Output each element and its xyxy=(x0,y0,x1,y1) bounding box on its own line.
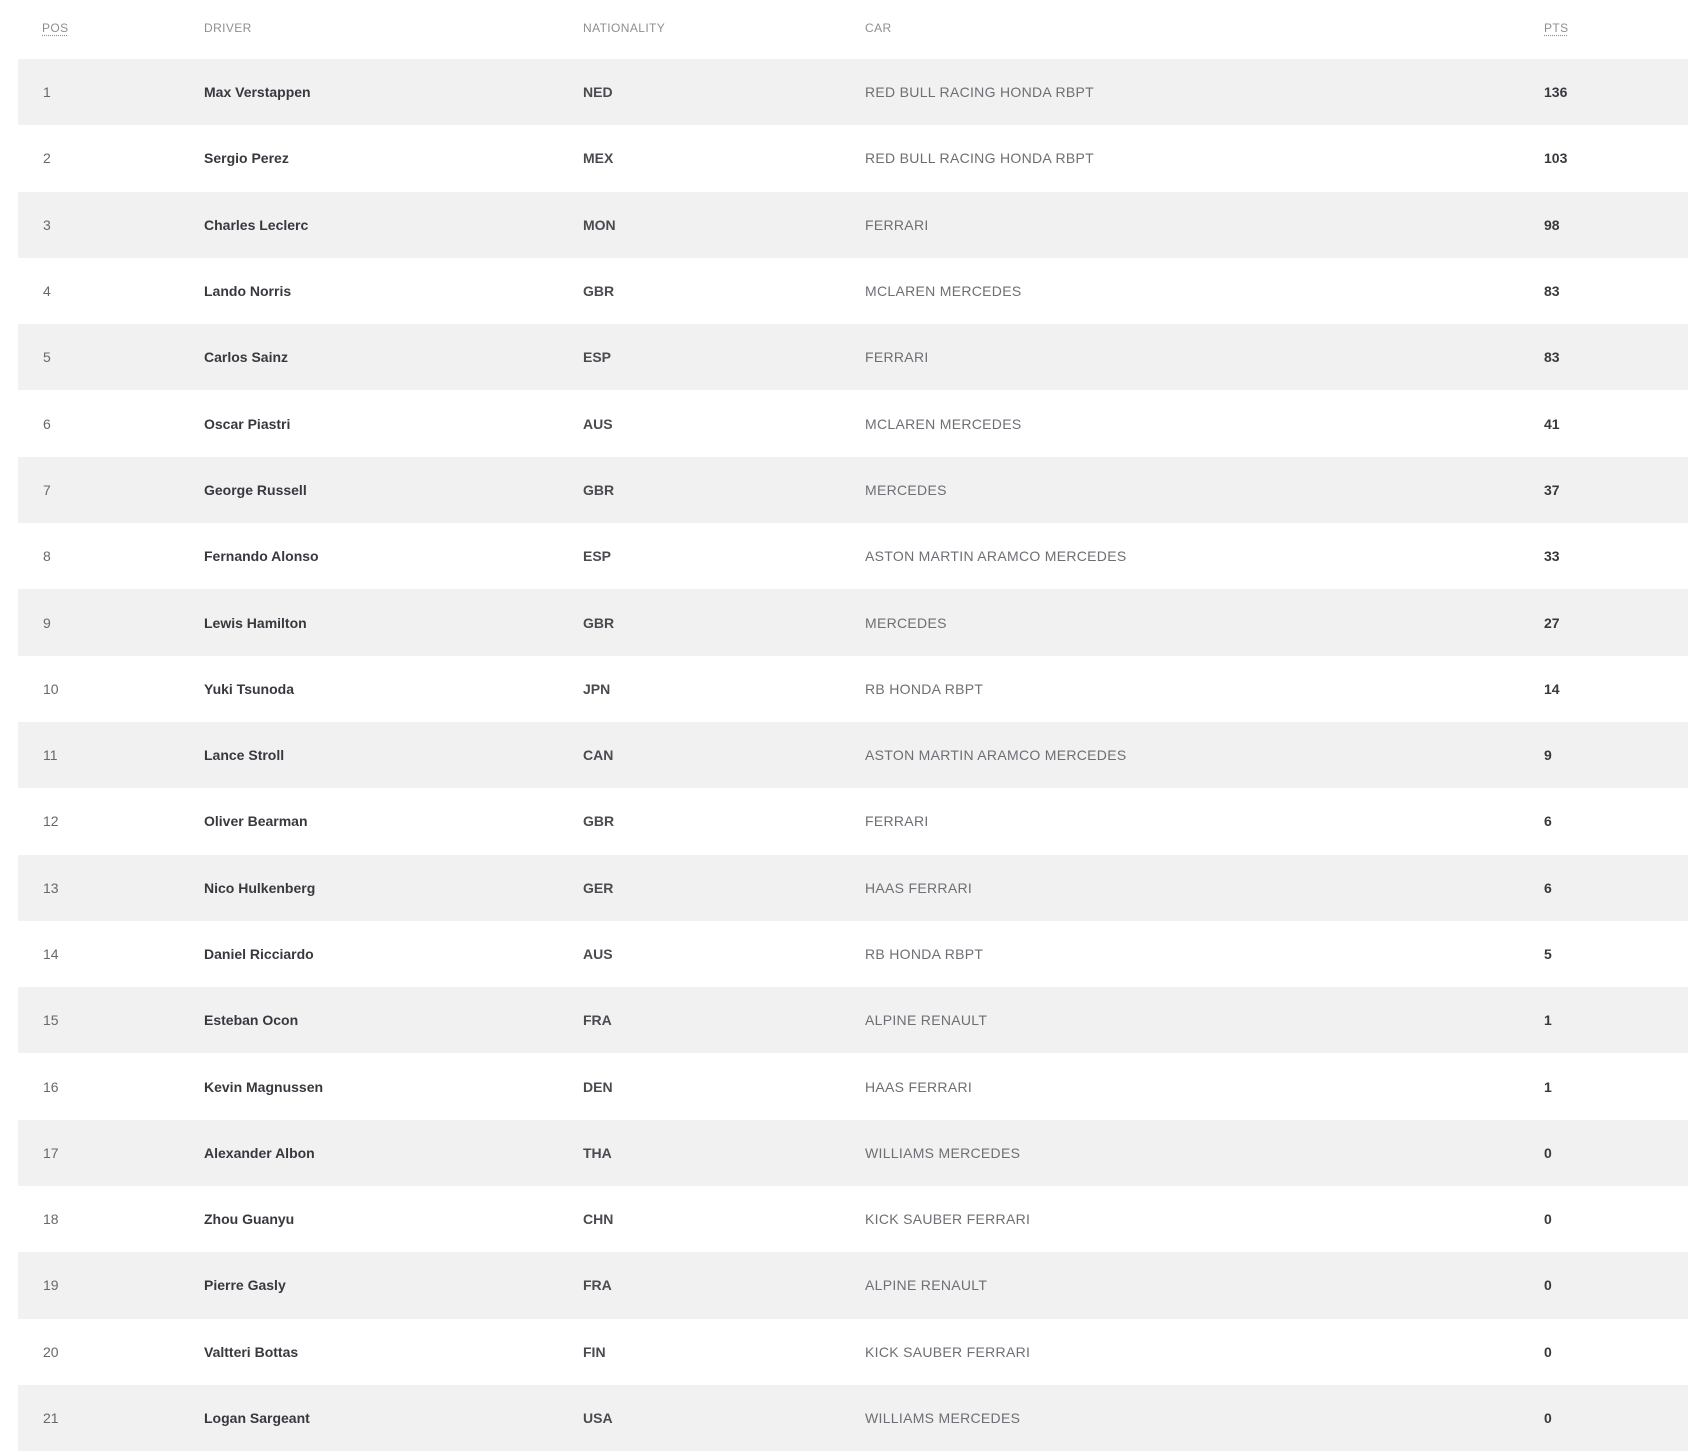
table-row[interactable] xyxy=(18,722,1688,788)
points-cell: 0 xyxy=(1544,1144,1552,1161)
pos-cell: 18 xyxy=(43,1211,59,1228)
points-cell: 14 xyxy=(1544,680,1560,697)
table-row[interactable] xyxy=(18,656,1688,722)
table-row[interactable] xyxy=(18,1053,1688,1119)
nationality-cell: JPN xyxy=(583,680,611,697)
points-cell: 0 xyxy=(1544,1410,1552,1427)
car-cell: FERRARI xyxy=(865,349,929,366)
table-row[interactable] xyxy=(18,1252,1688,1318)
nationality-cell: GBR xyxy=(583,283,615,300)
table-row[interactable] xyxy=(18,788,1688,854)
nationality-cell: FRA xyxy=(583,1277,612,1294)
car-cell: RED BULL RACING HONDA RBPT xyxy=(865,150,1094,167)
car-cell: WILLIAMS MERCEDES xyxy=(865,1144,1021,1161)
driver-name[interactable]: George Russell xyxy=(204,481,307,498)
points-cell: 6 xyxy=(1544,879,1552,896)
car-cell: MERCEDES xyxy=(865,614,947,631)
driver-name[interactable]: Logan Sargeant xyxy=(204,1410,310,1427)
table-body xyxy=(18,59,1688,1451)
nationality-cell: ESP xyxy=(583,548,612,565)
nationality-cell: CHN xyxy=(583,1211,614,1228)
points-cell: 33 xyxy=(1544,548,1560,565)
driver-name[interactable]: Valtteri Bottas xyxy=(204,1343,299,1360)
driver-name[interactable]: Charles Leclerc xyxy=(204,216,309,233)
car-cell: FERRARI xyxy=(865,216,929,233)
car-cell: KICK SAUBER FERRARI xyxy=(865,1211,1031,1228)
table-row[interactable] xyxy=(18,192,1688,258)
driver-name[interactable]: Alexander Albon xyxy=(204,1144,315,1161)
nationality-cell: THA xyxy=(583,1144,612,1161)
pos-cell: 16 xyxy=(43,1078,59,1095)
header-car: CAR xyxy=(865,21,892,35)
nationality-cell: USA xyxy=(583,1410,613,1427)
points-cell: 136 xyxy=(1544,84,1568,101)
points-cell: 0 xyxy=(1544,1277,1552,1294)
nationality-cell: NED xyxy=(583,84,613,101)
table-row[interactable] xyxy=(18,1186,1688,1252)
pos-cell: 13 xyxy=(43,879,59,896)
header-driver: DRIVER xyxy=(204,21,252,35)
driver-name[interactable]: Yuki Tsunoda xyxy=(204,680,294,697)
car-cell: ALPINE RENAULT xyxy=(865,1012,988,1029)
table-row[interactable] xyxy=(18,457,1688,523)
nationality-cell: FIN xyxy=(583,1343,606,1360)
nationality-cell: MEX xyxy=(583,150,614,167)
header-nationality: NATIONALITY xyxy=(583,21,666,35)
nationality-cell: GBR xyxy=(583,813,615,830)
car-cell: WILLIAMS MERCEDES xyxy=(865,1410,1021,1427)
points-cell: 0 xyxy=(1544,1211,1552,1228)
nationality-cell: GBR xyxy=(583,614,615,631)
car-cell: MCLAREN MERCEDES xyxy=(865,415,1022,432)
table-row[interactable] xyxy=(18,987,1688,1053)
table-row[interactable] xyxy=(18,1319,1688,1385)
pos-cell: 14 xyxy=(43,946,59,962)
driver-name[interactable]: Pierre Gasly xyxy=(204,1277,286,1294)
nationality-cell: CAN xyxy=(583,747,614,764)
pos-cell: 7 xyxy=(43,481,51,498)
points-cell: 1 xyxy=(1544,1078,1552,1095)
driver-name[interactable]: Lance Stroll xyxy=(204,747,285,764)
car-cell: RB HONDA RBPT xyxy=(865,946,984,962)
car-cell: HAAS FERRARI xyxy=(865,1078,973,1095)
nationality-cell: AUS xyxy=(583,946,613,962)
car-cell: RED BULL RACING HONDA RBPT xyxy=(865,84,1094,101)
nationality-cell: GER xyxy=(583,879,614,896)
table-row[interactable] xyxy=(18,1385,1688,1451)
car-cell: MERCEDES xyxy=(865,481,947,498)
pos-cell: 10 xyxy=(43,680,59,697)
pos-cell: 1 xyxy=(43,84,51,101)
car-cell: ALPINE RENAULT xyxy=(865,1277,988,1294)
nationality-cell: ESP xyxy=(583,349,612,366)
driver-name[interactable]: Max Verstappen xyxy=(204,84,311,101)
pos-cell: 3 xyxy=(43,216,51,233)
car-cell: RB HONDA RBPT xyxy=(865,680,984,697)
table-header xyxy=(18,0,1688,59)
pos-cell: 12 xyxy=(43,813,59,830)
pos-cell: 11 xyxy=(43,747,58,764)
points-cell: 0 xyxy=(1544,1343,1552,1360)
driver-name[interactable]: Oliver Bearman xyxy=(204,813,308,830)
points-cell: 37 xyxy=(1544,481,1560,498)
points-cell: 9 xyxy=(1544,747,1552,764)
nationality-cell: AUS xyxy=(583,415,613,432)
nationality-cell: DEN xyxy=(583,1078,613,1095)
driver-name[interactable]: Lewis Hamilton xyxy=(204,614,307,631)
points-cell: 41 xyxy=(1544,415,1560,432)
table-row[interactable] xyxy=(18,1120,1688,1186)
table-row[interactable] xyxy=(18,589,1688,655)
pos-cell: 15 xyxy=(43,1012,59,1029)
car-cell: ASTON MARTIN ARAMCO MERCEDES xyxy=(865,548,1127,565)
points-cell: 6 xyxy=(1544,813,1552,830)
points-cell: 103 xyxy=(1544,150,1568,167)
table-row[interactable] xyxy=(18,258,1688,324)
pos-cell: 4 xyxy=(43,283,51,300)
table-row[interactable] xyxy=(18,855,1688,921)
pos-cell: 6 xyxy=(43,415,51,432)
points-cell: 98 xyxy=(1544,216,1560,233)
table-row[interactable] xyxy=(18,390,1688,456)
pos-cell: 21 xyxy=(43,1410,59,1427)
table-row[interactable] xyxy=(18,523,1688,589)
driver-name[interactable]: Sergio Perez xyxy=(204,150,289,167)
driver-name[interactable]: Zhou Guanyu xyxy=(204,1211,295,1228)
pos-cell: 19 xyxy=(43,1277,59,1294)
header-pos[interactable]: POS xyxy=(42,21,69,35)
car-cell: ASTON MARTIN ARAMCO MERCEDES xyxy=(865,747,1127,764)
pos-cell: 8 xyxy=(43,548,51,565)
points-cell: 83 xyxy=(1544,349,1560,366)
table-row[interactable] xyxy=(18,59,1688,125)
car-cell: KICK SAUBER FERRARI xyxy=(865,1343,1031,1360)
table-row[interactable] xyxy=(18,921,1688,987)
pos-cell: 2 xyxy=(43,150,51,167)
car-cell: HAAS FERRARI xyxy=(865,879,973,896)
table-row[interactable] xyxy=(18,125,1688,191)
pos-cell: 5 xyxy=(43,349,51,366)
pos-cell: 9 xyxy=(43,614,51,631)
driver-name[interactable]: Kevin Magnussen xyxy=(204,1078,324,1095)
header-pts[interactable]: PTS xyxy=(1544,21,1569,35)
driver-name[interactable]: Fernando Alonso xyxy=(204,548,319,565)
driver-name[interactable]: Lando Norris xyxy=(204,283,292,300)
table-row[interactable] xyxy=(18,324,1688,390)
driver-name[interactable]: Esteban Ocon xyxy=(204,1012,299,1029)
points-cell: 83 xyxy=(1544,283,1560,300)
nationality-cell: FRA xyxy=(583,1012,612,1029)
driver-standings-table xyxy=(18,0,1688,1451)
points-cell: 5 xyxy=(1544,946,1552,962)
driver-name[interactable]: Carlos Sainz xyxy=(204,349,289,366)
car-cell: MCLAREN MERCEDES xyxy=(865,283,1022,300)
driver-name[interactable]: Nico Hulkenberg xyxy=(204,879,316,896)
nationality-cell: GBR xyxy=(583,481,615,498)
pos-cell: 17 xyxy=(43,1144,59,1161)
points-cell: 1 xyxy=(1544,1012,1552,1029)
nationality-cell: MON xyxy=(583,216,616,233)
driver-name[interactable]: Oscar Piastri xyxy=(204,415,291,432)
car-cell: FERRARI xyxy=(865,813,929,830)
pos-cell: 20 xyxy=(43,1343,59,1360)
driver-name[interactable]: Daniel Ricciardo xyxy=(204,946,314,962)
points-cell: 27 xyxy=(1544,614,1560,631)
